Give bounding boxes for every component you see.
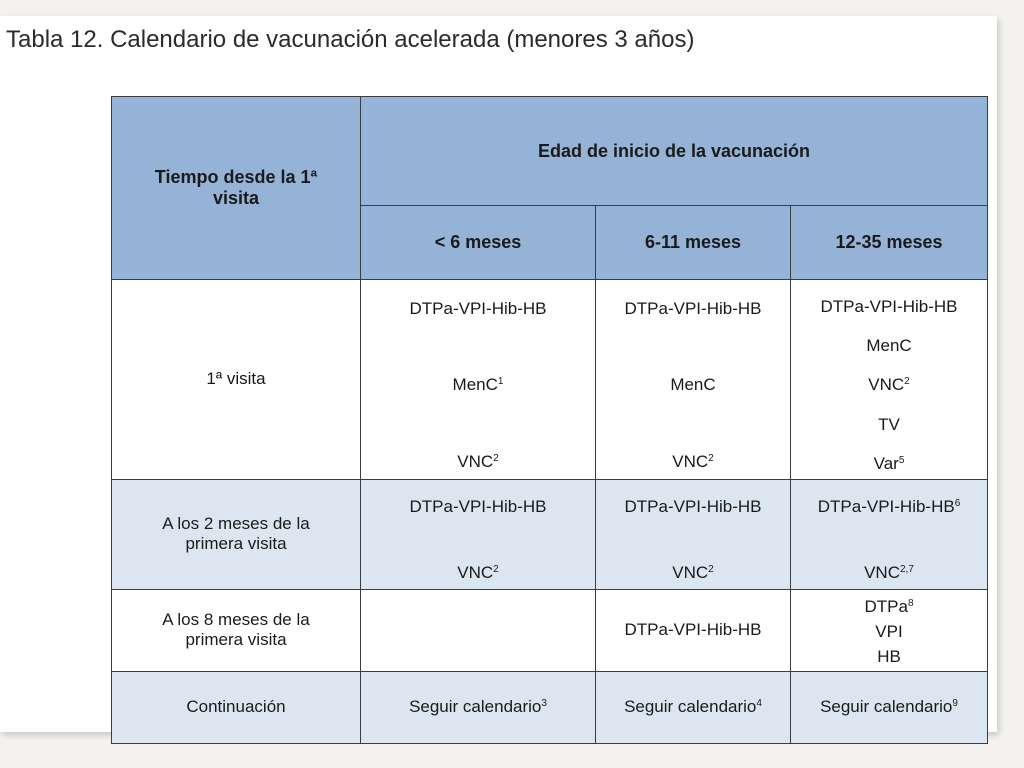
vaccine-name: DTPa-VPI-Hib-HB	[624, 497, 762, 517]
vaccine-item	[624, 696, 762, 718]
footnote-ref: 2	[493, 564, 499, 576]
table-row	[112, 589, 988, 671]
footnote-ref: 1	[497, 376, 504, 388]
footnote-ref: 5	[898, 454, 905, 466]
header-col-6-11: 6-11 meses	[596, 206, 791, 280]
table-cell	[791, 479, 988, 589]
vaccine-item	[821, 296, 958, 318]
vaccine-list	[600, 619, 786, 641]
vaccine-name: VPI	[875, 622, 903, 642]
table-cell	[791, 671, 988, 743]
vaccine-list	[365, 696, 591, 718]
table-cell	[791, 280, 988, 479]
table-cell	[596, 280, 791, 479]
table-cell	[361, 589, 596, 671]
vaccine-item	[410, 298, 547, 320]
vaccine-name: VNC	[864, 563, 900, 583]
vaccination-table	[111, 96, 988, 744]
vaccine-name: DTPa	[864, 597, 908, 617]
row-label: A los 8 meses de la primera visita	[112, 589, 361, 671]
vaccine-name: VNC	[457, 563, 494, 583]
vaccine-list	[795, 284, 983, 475]
vaccine-list	[600, 696, 786, 718]
vaccine-item	[625, 619, 762, 641]
vaccine-name: DTPa-VPI-Hib-HB	[820, 296, 958, 316]
header-col-under-6: < 6 meses	[361, 206, 596, 280]
vaccine-item	[864, 596, 913, 618]
vaccine-name: Seguir calendario	[624, 697, 757, 717]
vaccine-item	[670, 374, 715, 396]
header-time-since-first-visit: Tiempo desde la 1ª visita	[112, 97, 361, 280]
table-row	[112, 479, 988, 589]
table-cell	[361, 280, 596, 479]
footnote-ref: 2	[708, 564, 714, 576]
vaccine-item	[409, 696, 547, 718]
vaccine-list	[795, 484, 983, 584]
table-row	[112, 280, 988, 479]
vaccine-item	[818, 496, 961, 518]
vaccine-name: DTPa-VPI-Hib-HB	[817, 497, 955, 517]
vaccine-name: VNC	[868, 375, 905, 395]
vaccine-list	[365, 286, 591, 473]
footnote-ref: 2,7	[900, 564, 914, 576]
vaccine-name: DTPa-VPI-Hib-HB	[409, 298, 547, 318]
table-cell	[791, 589, 988, 671]
vaccine-name: VNC	[672, 563, 709, 583]
vaccine-name: DTPa-VPI-Hib-HB	[624, 298, 762, 318]
vaccine-name: DTPa-VPI-Hib-HB	[409, 497, 547, 517]
footnote-ref: 4	[756, 698, 762, 710]
vaccine-item	[874, 453, 905, 475]
vaccine-list	[795, 696, 983, 718]
vaccine-name: Seguir calendario	[820, 697, 953, 717]
table-cell	[361, 479, 596, 589]
vaccine-item	[457, 451, 498, 473]
footnote-ref: 2	[708, 452, 714, 464]
table-row	[112, 671, 988, 743]
vaccine-item	[672, 451, 713, 473]
vaccine-name: DTPa-VPI-Hib-HB	[624, 620, 762, 640]
vaccine-item	[820, 696, 958, 718]
vaccine-name: VNC	[672, 451, 709, 471]
vaccine-item	[625, 496, 762, 518]
table-cell	[596, 479, 791, 589]
table-cell	[596, 589, 791, 671]
vaccine-item	[625, 298, 762, 320]
vaccine-list	[600, 286, 786, 473]
vaccine-item	[672, 562, 713, 584]
footnote-ref: 2	[904, 376, 910, 388]
vaccine-list	[365, 484, 591, 584]
table-title: Tabla 12. Calendario de vacunación acelerada (menores 3 años)	[6, 26, 695, 53]
vaccine-name: MenC	[452, 375, 498, 395]
vaccine-list	[795, 592, 983, 668]
vaccine-name: MenC	[866, 336, 912, 356]
vaccine-name: TV	[878, 414, 900, 434]
table-cell	[361, 671, 596, 743]
vaccine-item	[875, 621, 902, 643]
vaccine-item	[878, 414, 900, 436]
vaccine-name: VNC	[457, 451, 494, 471]
vaccine-item	[864, 562, 914, 584]
row-label: 1ª visita	[112, 280, 361, 479]
table-cell	[596, 671, 791, 743]
vaccine-name: MenC	[670, 375, 716, 395]
footnote-ref: 8	[907, 598, 914, 610]
vaccine-name: Var	[873, 453, 899, 473]
vaccine-item	[410, 496, 547, 518]
footnote-ref: 2	[493, 452, 499, 464]
vaccine-name: HB	[877, 647, 901, 667]
footnote-ref: 6	[954, 498, 961, 510]
vaccine-item	[453, 374, 504, 396]
footnote-ref: 3	[541, 698, 547, 710]
header-start-age-group: Edad de inicio de la vacunación	[361, 97, 988, 206]
row-label: A los 2 meses de la primera visita	[112, 479, 361, 589]
vaccine-name: Seguir calendario	[409, 697, 542, 717]
footnote-ref: 9	[952, 698, 958, 710]
row-label: Continuación	[112, 671, 361, 743]
vaccine-list	[600, 484, 786, 584]
vaccine-item	[877, 646, 901, 668]
vaccine-item	[866, 335, 911, 357]
header-col-12-35: 12-35 meses	[791, 206, 988, 280]
vaccine-item	[868, 374, 909, 396]
document-page	[0, 16, 997, 732]
vaccine-item	[457, 562, 498, 584]
